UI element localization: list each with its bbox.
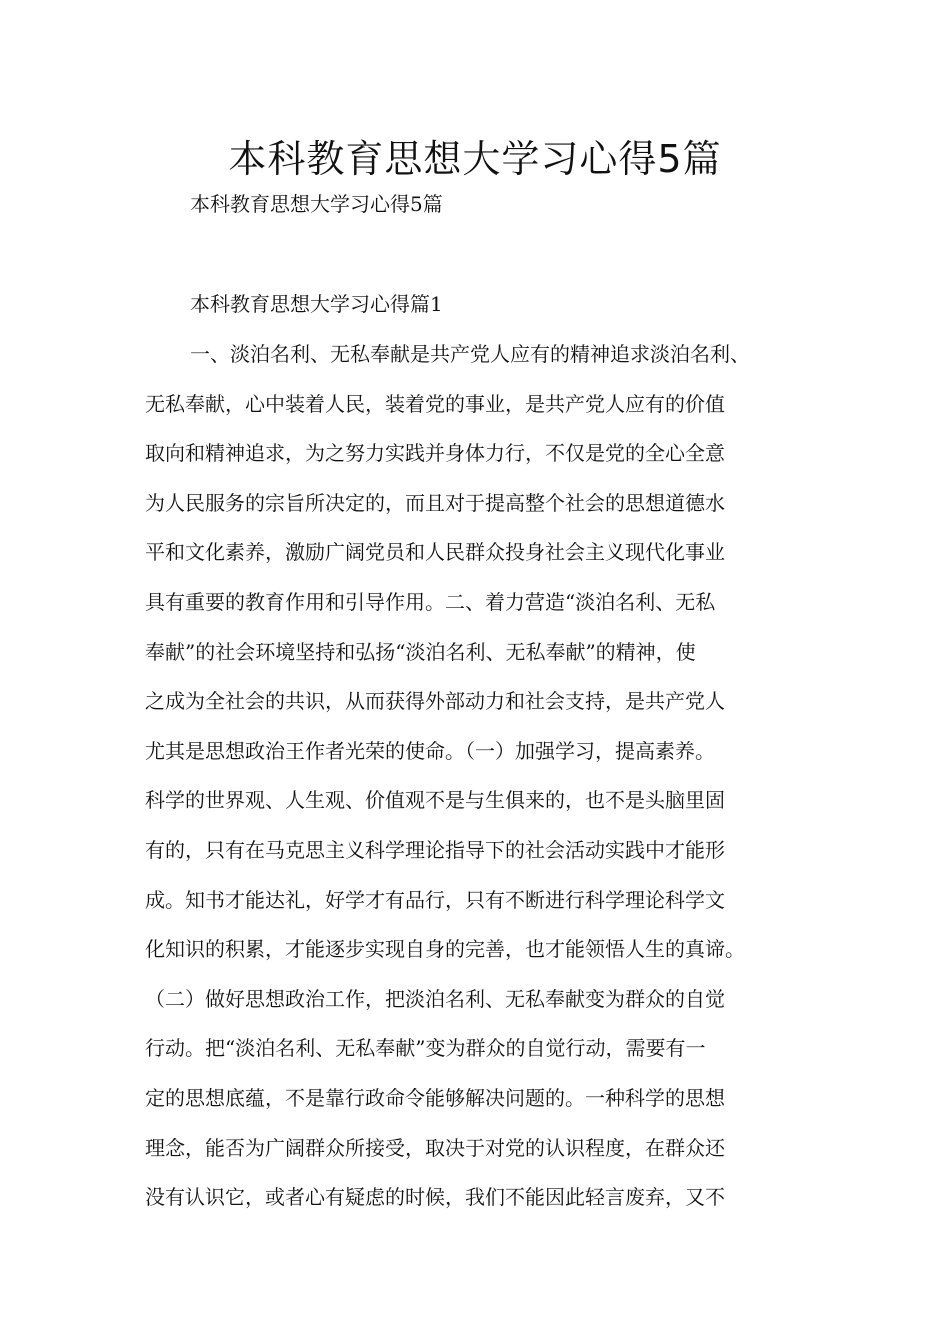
body-line: 化知识的积累，才能逐步实现自身的完善，也才能领悟人生的真谛。 <box>145 937 745 962</box>
section-heading: 本科教育思想大学习心得篇1 <box>190 292 443 316</box>
body-text <box>145 330 825 1223</box>
body-line: 有的，只有在马克思主义科学理论指导下的社会活动实践中才能形 <box>145 837 725 862</box>
body-line: 没有认识它，或者心有疑虑的时候，我们不能因此轻言废弃，又不 <box>145 1185 725 1210</box>
body-line: 为人民服务的宗旨所决定的，而且对于提高整个社会的思想道德水 <box>145 490 725 515</box>
body-line: 科学的世界观、人生观、价值观不是与生俱来的，也不是头脑里固 <box>145 788 725 813</box>
body-line: 之成为全社会的共识，从而获得外部动力和社会支持，是共产党人 <box>145 689 725 714</box>
body-line: 成。知书才能达礼，好学才有品行，只有不断进行科学理论科学文 <box>145 887 725 912</box>
body-line: 理念，能否为广阔群众所接受，取决于对党的认识程度，在群众还 <box>145 1135 725 1160</box>
body-line: 取向和精神追求，为之努力实践并身体力行，不仅是党的全心全意 <box>145 441 725 466</box>
body-line: （二）做好思想政治工作，把淡泊名利、无私奉献变为群众的自觉 <box>145 986 725 1011</box>
body-line: 一、淡泊名利、无私奉献是共产党人应有的精神追求淡泊名利、 <box>190 342 750 366</box>
document-title: 本科教育思想大学习心得5篇 <box>228 137 722 181</box>
document-subtitle: 本科教育思想大学习心得5篇 <box>190 192 443 216</box>
body-line: 具有重要的教育作用和引导作用。二、着力营造“淡泊名利、无私 <box>145 589 716 614</box>
body-line: 定的思想底蕴，不是靠行政命令能够解决问题的。一种科学的思想 <box>145 1085 725 1110</box>
body-line: 无私奉献，心中装着人民，装着党的事业，是共产党人应有的价值 <box>145 391 725 416</box>
body-line: 奉献”的社会环境坚持和弘扬“淡泊名利、无私奉献”的精神，使 <box>145 639 696 664</box>
body-line: 平和文化素养，激励广阔党员和人民群众投身社会主义现代化事业 <box>145 540 725 565</box>
body-line: 行动。把“淡泊名利、无私奉献”变为群众的自觉行动，需要有一 <box>145 1036 706 1061</box>
body-line: 尤其是思想政治王作者光荣的使命。（一）加强学习，提高素养。 <box>145 738 715 763</box>
